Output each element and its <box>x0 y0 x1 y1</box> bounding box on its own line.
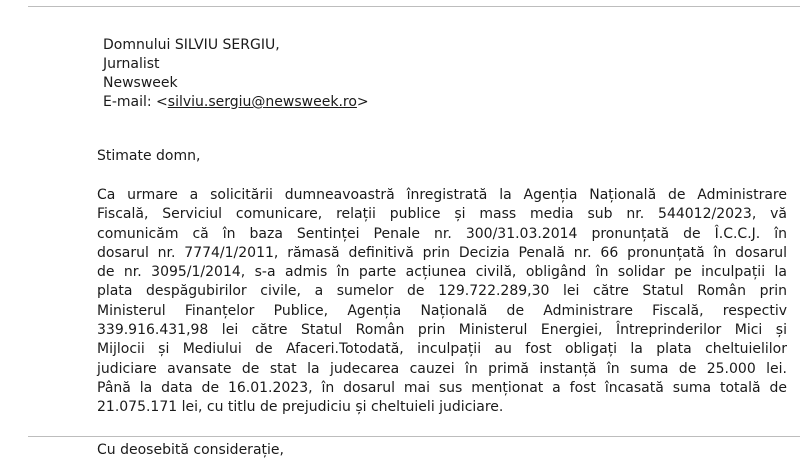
addressee-title: Jurnalist <box>103 56 160 72</box>
body-paragraph <box>97 186 787 418</box>
bottom-divider <box>28 436 800 437</box>
body-line: Ministerul Finanțelor Publice, Agenția Națională de Administrare Fiscală, respectiv <box>97 302 787 319</box>
body-line: 339.916.431,98 lei către Statul Român prin Ministerul Energiei, Întreprinderilor Mici și <box>97 322 787 339</box>
body-line: de nr. 3095/1/2014, s-a admis în parte acțiunea civilă, obligând în solidar pe inculpații la <box>97 264 787 281</box>
body-line: comunicăm că în baza Sentinței Penale nr. 300/31.03.2014 pronunțată de Î.C.C.J. în <box>97 225 787 242</box>
addressee-email-line <box>103 93 369 112</box>
body-line: plata despăgubirilor civile, a sumelor de 129.722.289,30 lei către Statul Român prin <box>97 283 787 300</box>
body-line: Mijlocii și Mediului de Afaceri.Totodată, inculpații au fost obligați la plata cheltuielilor <box>97 341 787 358</box>
top-divider <box>28 6 800 7</box>
email-link[interactable]: silviu.sergiu@newsweek.ro <box>167 94 357 110</box>
closing-partial: Cu deosebită considerație, <box>97 442 284 458</box>
body-line: Până la data de 16.01.2023, în dosarul mai sus menționat a fost încasată suma totală de <box>97 379 787 396</box>
body-line: Ca urmare a solicitării dumneavoastră înregistrată la Agenția Națională de Administrare <box>97 187 787 203</box>
addressee-name: Domnului SILVIU SERGIU, <box>103 37 280 53</box>
salutation: Stimate domn, <box>97 148 201 164</box>
addressee-block <box>103 36 369 112</box>
email-suffix: > <box>356 94 369 110</box>
body-line: Fiscală, Serviciul comunicare, relații publice și mass media sub nr. 544012/2023, vă <box>97 206 787 223</box>
addressee-organization: Newsweek <box>103 75 178 91</box>
body-line: judiciare avansate de stat la judecarea cauzei în primă instanță în suma de 25.000 lei. <box>97 360 787 377</box>
body-line: dosarul nr. 7774/1/2011, rămasă definitivă prin Decizia Penală nr. 66 pronunțată în dosarul <box>97 244 787 261</box>
email-prefix: E-mail: < <box>103 94 168 110</box>
body-line: 21.075.171 lei, cu titlu de prejudiciu și cheltuieli judiciare. <box>97 399 504 416</box>
